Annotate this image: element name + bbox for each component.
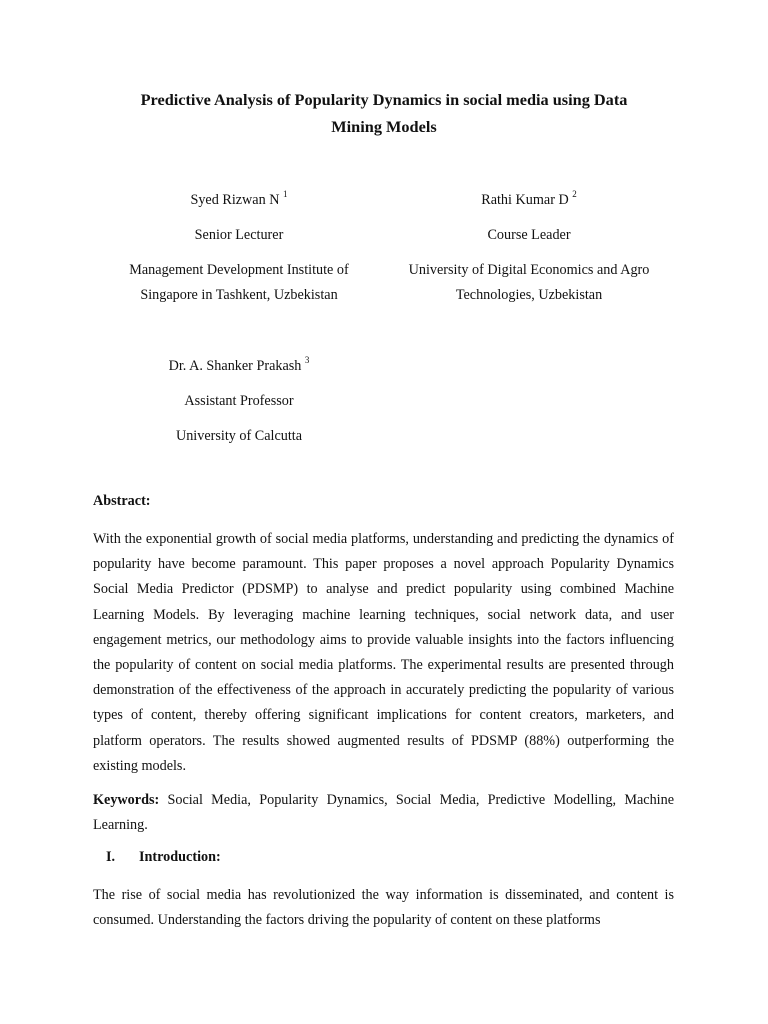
author-block-1 — [111, 188, 367, 308]
author-affiliation-line-2: Singapore in Tashkent, Uzbekistan — [140, 287, 338, 303]
section-number: I. — [106, 849, 116, 865]
keywords-text: Social Media, Popularity Dynamics, Social Media, Predictive Modelling, Machine Learning. — [93, 792, 674, 834]
paper-title — [93, 86, 675, 140]
author-affiliation-line-1: Management Development Institute of — [129, 262, 349, 278]
author-role: Senior Lecturer — [194, 227, 284, 243]
title-line-1: Predictive Analysis of Popularity Dynamics in social media using Data — [140, 90, 628, 109]
title-line-2: Mining Models — [331, 117, 437, 136]
author-block-2 — [390, 188, 668, 308]
abstract-heading: Abstract: — [93, 493, 151, 509]
author-name: Dr. A. Shanker Prakash — [168, 358, 302, 374]
author-affil-number: 3 — [304, 355, 310, 366]
keywords-label: Keywords: — [93, 792, 160, 808]
section-heading-introduction — [106, 849, 221, 866]
keywords-paragraph — [93, 788, 674, 838]
author-affil-number: 2 — [572, 189, 577, 200]
author-role: Course Leader — [487, 227, 571, 243]
author-affiliation-line-1: University of Digital Economics and Agro — [408, 262, 650, 278]
author-role: Assistant Professor — [184, 393, 294, 409]
author-affiliation-line-1: University of Calcutta — [175, 428, 303, 444]
author-affil-number: 1 — [283, 189, 288, 200]
abstract-text: With the exponential growth of social media platforms, understanding and predicting the dynamics of popularity have become paramount. This paper proposes a novel approach Popularity Dynamics Social Media Predictor (PDSMP) to analyse and predict popularity using combined Machine Learning Models. By leveraging machine learning techniques, social network data, and user engagement metrics, our methodology aims to provide valuable insights into the factors influencing the popularity of content on social media platforms. The experimental results are presented through demonstration of the effectiveness of the approach in accurately predicting the popularity of various types of content, thereby offering significant implications for content creators, marketers, and platform operators. The results showed augmented results of PDSMP (88%) outperforming the existing models. — [93, 531, 674, 774]
section-title: Introduction: — [139, 849, 221, 865]
author-affiliation-line-2: Technologies, Uzbekistan — [455, 287, 603, 303]
author-name: Syed Rizwan N — [190, 192, 280, 208]
author-block-3 — [111, 354, 367, 449]
author-name: Rathi Kumar D — [481, 192, 569, 208]
introduction-text: The rise of social media has revolutionized the way information is disseminated, and content is consumed. Understanding the factors driving the popularity of content on these platforms — [93, 887, 674, 929]
